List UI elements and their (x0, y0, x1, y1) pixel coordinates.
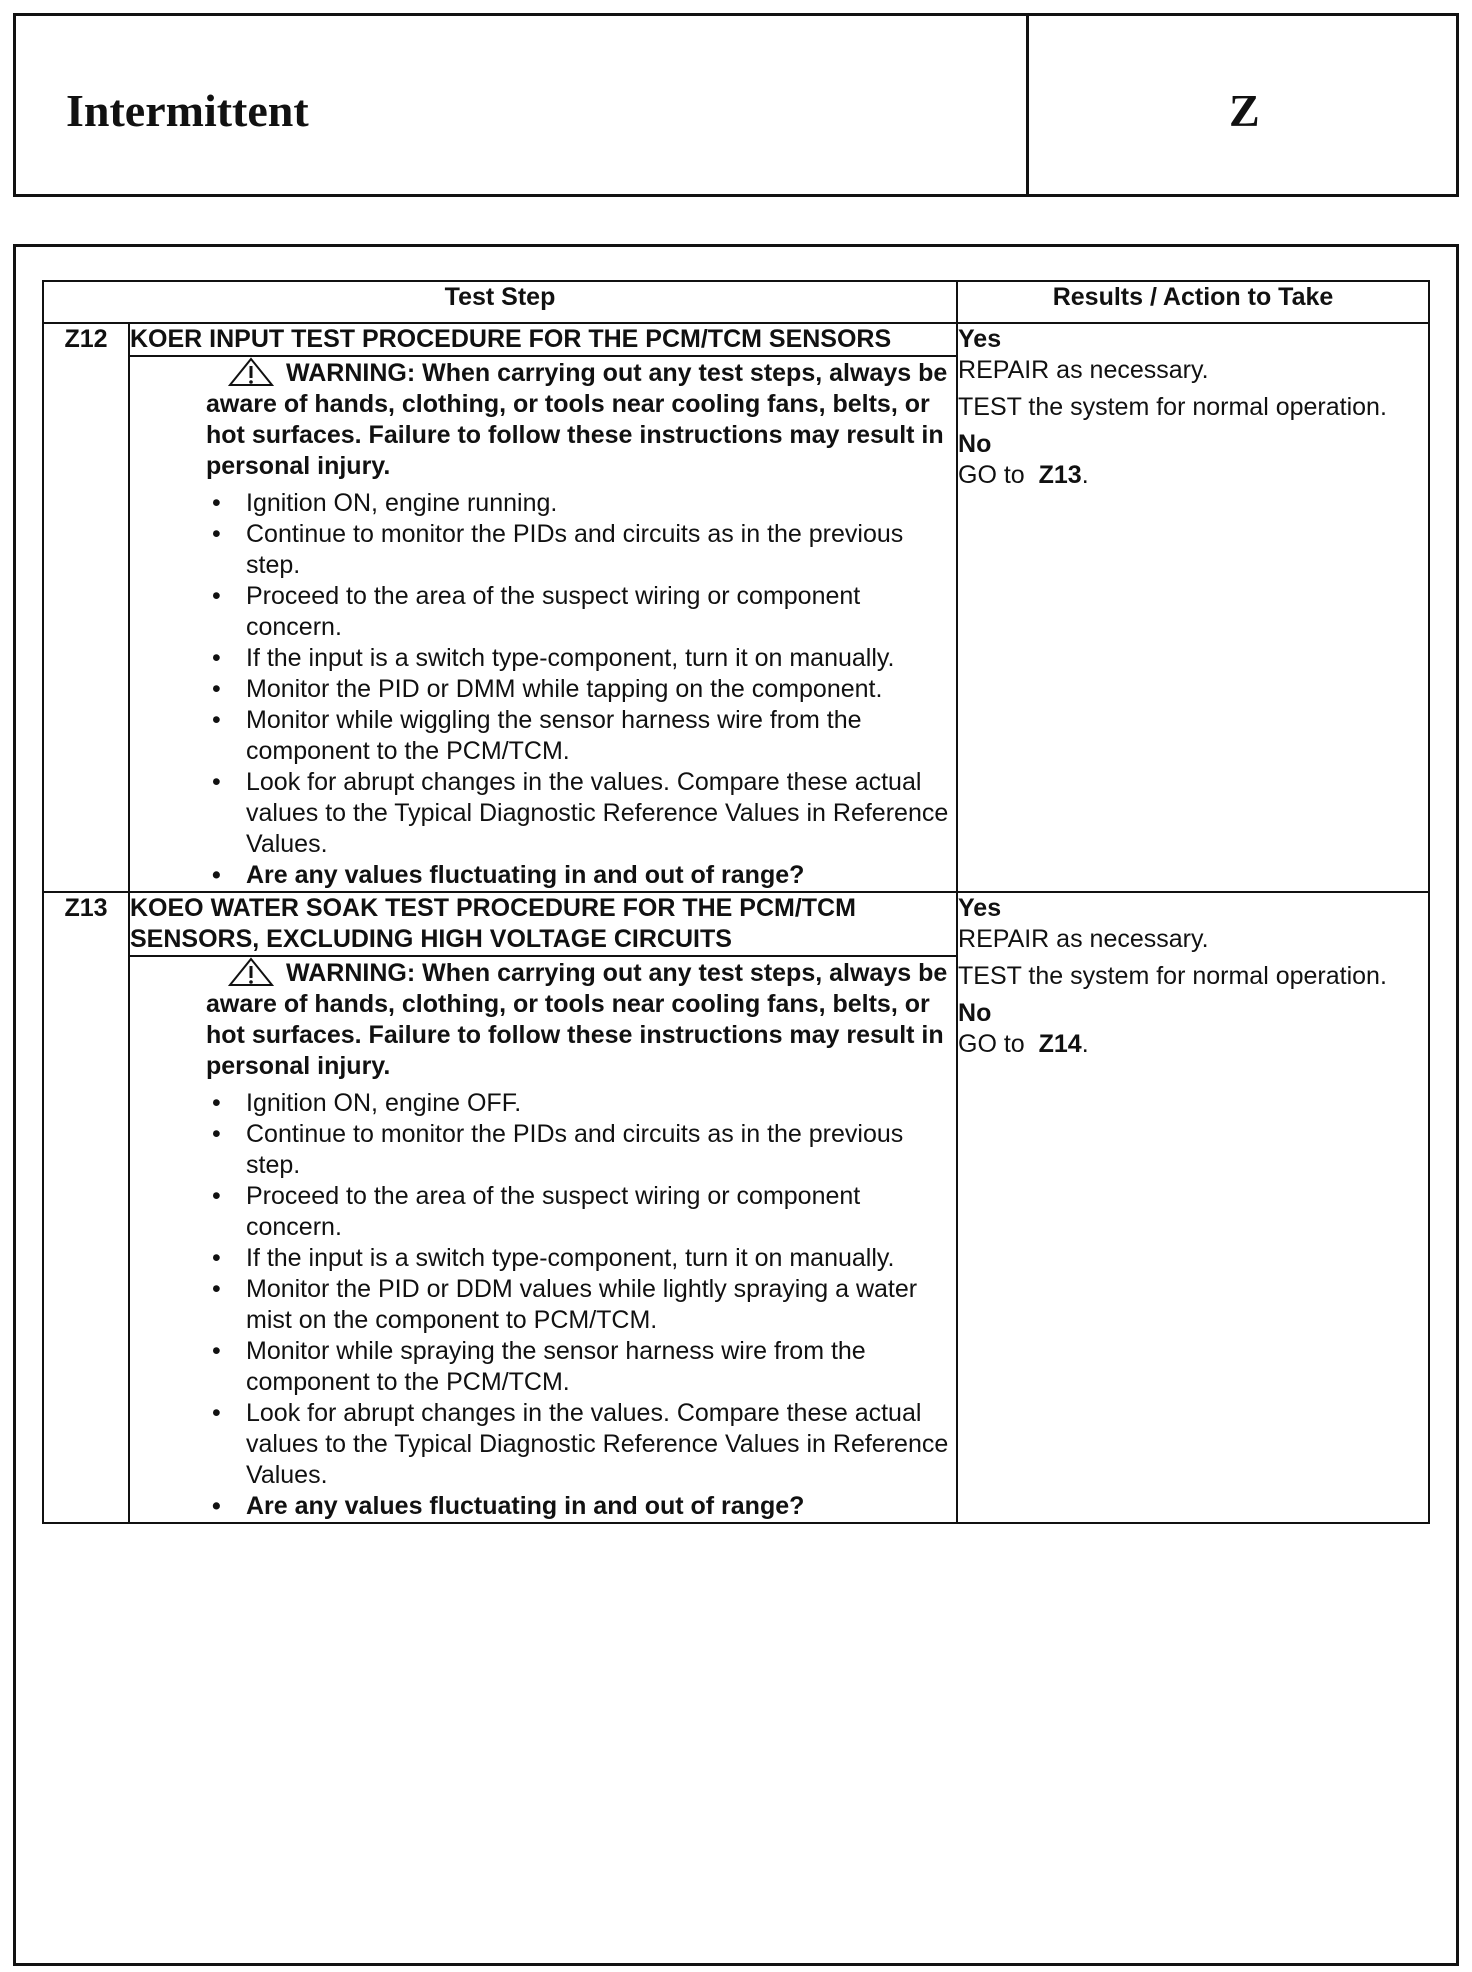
list-item: • Proceed to the area of the suspect wiring or component concern. (206, 581, 956, 643)
step-title: KOEO WATER SOAK TEST PROCEDURE FOR THE PCM/TCM SENSORS, EXCLUDING HIGH VOLTAGE CIRCUITS (129, 892, 957, 956)
warning-text: WARNING: When carrying out any test steps, always be aware of hands, clothing, or tools near cooling fans, belts, or hot surfaces. Failure to follow these instructions may result in personal injury. (206, 359, 948, 480)
result-yes-action: REPAIR as necessary. (958, 356, 1209, 384)
list-item: • Monitor the PID or DMM while tapping on the component. (206, 674, 956, 705)
step-result (957, 892, 1429, 1523)
go-to-suffix: . (1081, 1030, 1089, 1058)
list-item: • Monitor the PID or DDM values while lightly spraying a water mist on the component to PCM/TCM. (206, 1274, 956, 1336)
step-title: KOER INPUT TEST PROCEDURE FOR THE PCM/TCM SENSORS (129, 323, 957, 356)
list-item: • Look for abrupt changes in the values. Compare these actual values to the Typical Diagnostic Reference Values in Reference Values. (206, 1398, 956, 1491)
result-no-action (958, 460, 1428, 491)
go-to-suffix: . (1081, 461, 1089, 489)
step-title-row (43, 892, 1429, 956)
test-step-table (42, 280, 1430, 1524)
step-id: Z12 (43, 323, 129, 892)
page-title: Intermittent (66, 85, 309, 136)
warning-block (206, 957, 956, 1082)
step-body (129, 356, 957, 892)
go-to-prefix: GO to (958, 461, 1025, 489)
column-header-test-step: Test Step (43, 281, 957, 323)
section-code: Z (1229, 85, 1260, 136)
list-item: • If the input is a switch type-component, turn it on manually. (206, 643, 956, 674)
result-no-label: No (958, 430, 992, 458)
instruction-list (206, 488, 956, 891)
result-yes-action-2: TEST the system for normal operation. (958, 393, 1387, 421)
warning-triangle-icon (228, 957, 274, 987)
header-divider (1026, 16, 1029, 194)
column-header-results: Results / Action to Take (957, 281, 1429, 323)
step-result (957, 323, 1429, 892)
step-question: • Are any values fluctuating in and out of range? (206, 860, 956, 891)
list-item: • If the input is a switch type-component, turn it on manually. (206, 1243, 956, 1274)
list-item: • Ignition ON, engine OFF. (206, 1088, 956, 1119)
go-to-target: Z13 (1038, 461, 1082, 489)
warning-text: WARNING: When carrying out any test steps, always be aware of hands, clothing, or tools near cooling fans, belts, or hot surfaces. Failure to follow these instructions may result in personal injury. (206, 959, 948, 1080)
header-box (13, 13, 1459, 197)
result-yes-action: REPAIR as necessary. (958, 925, 1209, 953)
step-body (129, 956, 957, 1523)
step-id: Z13 (43, 892, 129, 1523)
list-item: • Continue to monitor the PIDs and circuits as in the previous step. (206, 519, 956, 581)
go-to-prefix: GO to (958, 1030, 1025, 1058)
warning-block (206, 357, 956, 482)
result-yes-label: Yes (958, 325, 1002, 353)
table-header-row (43, 281, 1429, 323)
list-item: • Monitor while spraying the sensor harness wire from the component to the PCM/TCM. (206, 1336, 956, 1398)
list-item: • Continue to monitor the PIDs and circuits as in the previous step. (206, 1119, 956, 1181)
warning-triangle-icon (228, 357, 274, 387)
result-no-label: No (958, 999, 992, 1027)
list-item: • Look for abrupt changes in the values. Compare these actual values to the Typical Diagnostic Reference Values in Reference Values. (206, 767, 956, 860)
result-no-action (958, 1029, 1428, 1060)
instruction-list (206, 1088, 956, 1522)
list-item: • Proceed to the area of the suspect wiring or component concern. (206, 1181, 956, 1243)
result-yes-label: Yes (958, 894, 1002, 922)
step-question: • Are any values fluctuating in and out of range? (206, 1491, 956, 1522)
list-item: • Monitor while wiggling the sensor harness wire from the component to the PCM/TCM. (206, 705, 956, 767)
list-item: • Ignition ON, engine running. (206, 488, 956, 519)
go-to-target: Z14 (1038, 1030, 1082, 1058)
result-yes-action-2: TEST the system for normal operation. (958, 962, 1387, 990)
step-title-row (43, 323, 1429, 356)
